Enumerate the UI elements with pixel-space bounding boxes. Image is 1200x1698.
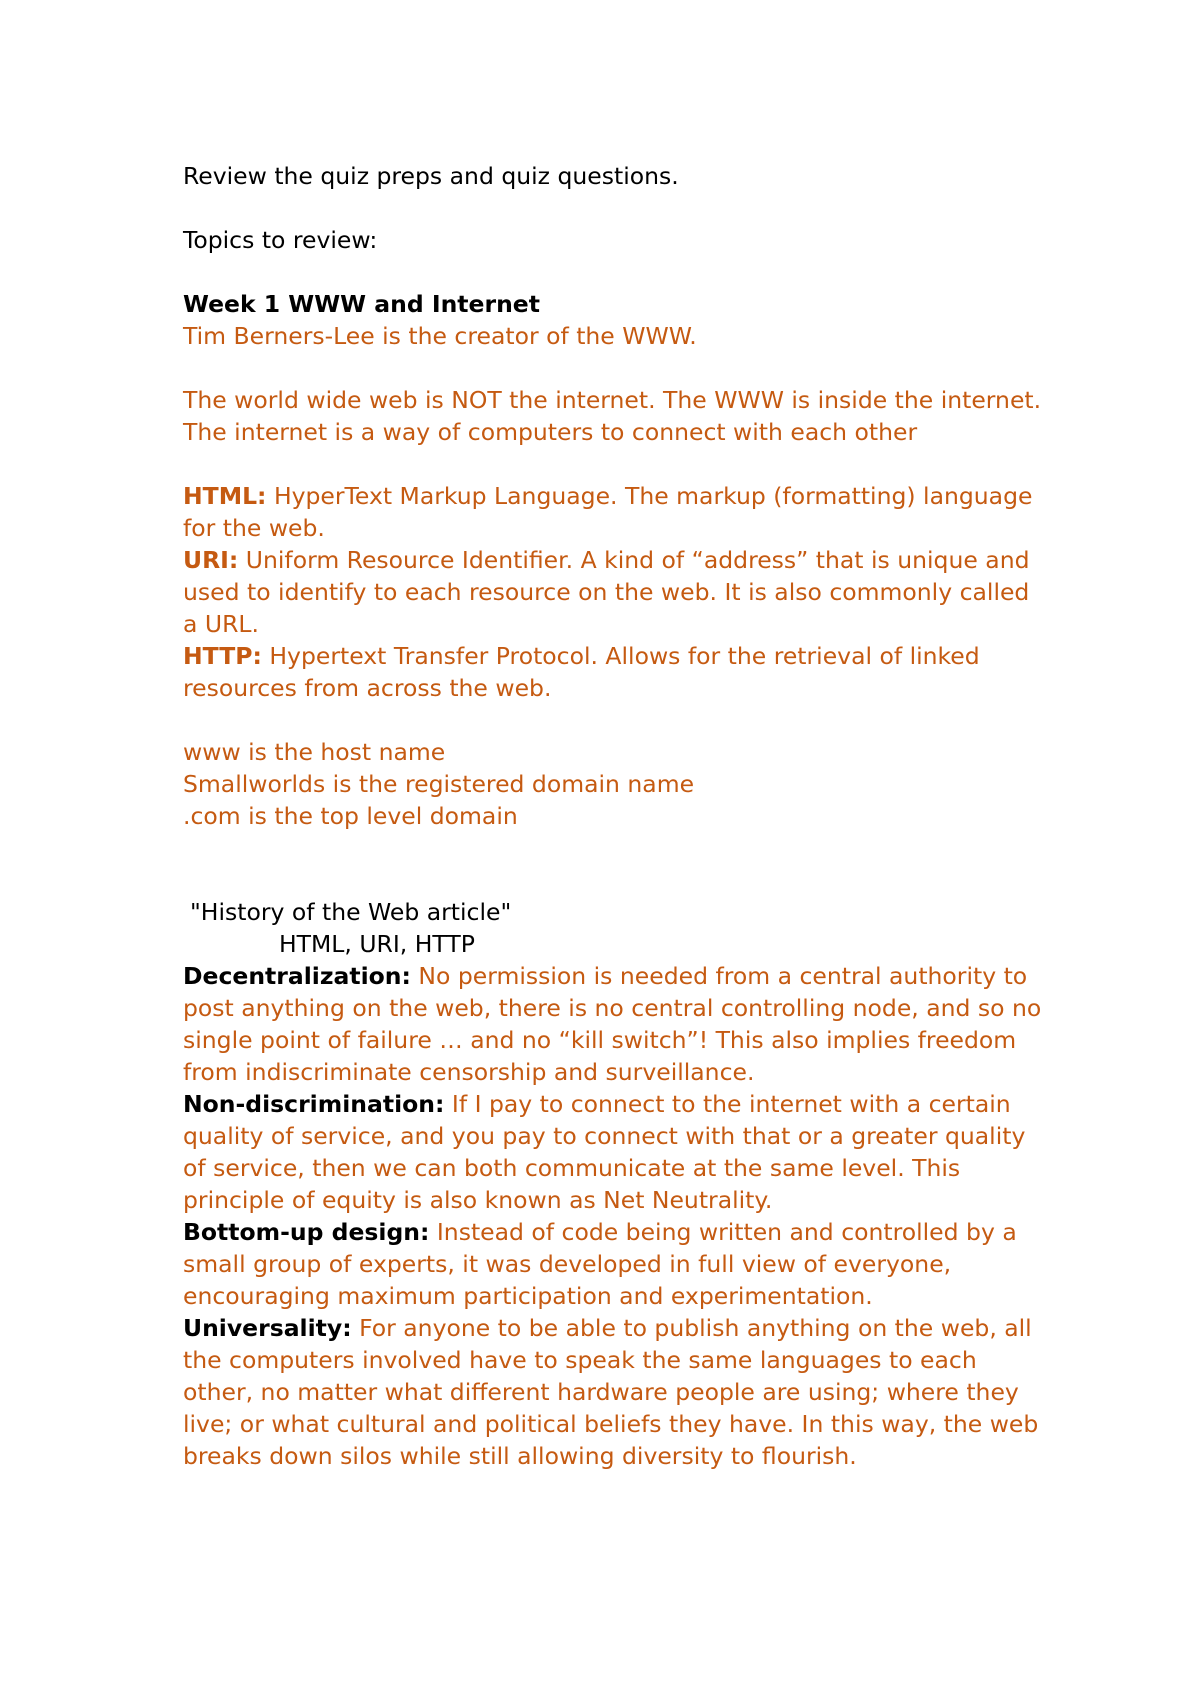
- principle-term: Universality:: [183, 1314, 352, 1342]
- definition-text: Uniform Resource Identifier. A kind of “address” that is unique and used to identify to each resource on the web. It is also commonly called a URL.: [183, 546, 1030, 638]
- article-title: "History of the Web article": [190, 898, 512, 926]
- definition-text: Hypertext Transfer Protocol. Allows for the retrieval of linked resources from across the web.: [183, 642, 980, 702]
- definition-uri: [183, 544, 1043, 640]
- principle-term: Bottom-up design:: [183, 1218, 430, 1246]
- principle-term: Non-discrimination:: [183, 1090, 445, 1118]
- principle-text: Instead of code being written and controlled by a small group of experts, it was developed in full view of everyone, encouraging maximum participation and experimentation.: [183, 1218, 1017, 1310]
- definition-html: [183, 480, 1043, 544]
- principle-term: Decentralization:: [183, 962, 411, 990]
- web-vs-internet-paragraph: The world wide web is NOT the internet. The WWW is inside the internet.: [183, 386, 1042, 414]
- internet-definition-line: The internet is a way of computers to connect with each other: [183, 418, 918, 446]
- spacer: [183, 704, 1043, 736]
- spacer: [183, 352, 1043, 384]
- article-subtitle: HTML, URI, HTTP: [279, 930, 475, 958]
- intro-line: Review the quiz preps and quiz questions.: [183, 162, 679, 190]
- week1-heading: Week 1 WWW and Internet: [183, 290, 540, 318]
- spacer: [183, 448, 1043, 480]
- principle-bottom-up-design: [183, 1216, 1043, 1312]
- principle-non-discrimination: [183, 1088, 1043, 1216]
- principle-text: For anyone to be able to publish anything on the web, all the computers involved have to speak the same languages to each other, no matter what different hardware people are using; where they live; or what cultural and political beliefs they have. In this way, the web breaks down silos while still allowing diversity to flourish.: [183, 1314, 1039, 1470]
- document-body: [183, 160, 1043, 1472]
- domain-line-tld: .com is the top level domain: [183, 802, 518, 830]
- spacer: [183, 256, 1043, 288]
- definition-term: HTML:: [183, 482, 267, 510]
- definition-term: URI:: [183, 546, 239, 574]
- definition-text: HyperText Markup Language. The markup (formatting) language for the web.: [183, 482, 1033, 542]
- creator-line: Tim Berners-Lee is the creator of the WWW.: [183, 322, 697, 350]
- domain-line-host: www is the host name: [183, 738, 446, 766]
- principle-text: If I pay to connect to the internet with a certain quality of service, and you pay to connect with that or a greater quality of service, then we can both communicate at the same level. This principle of equity is also known as Net Neutrality.: [183, 1090, 1026, 1214]
- definition-http: [183, 640, 1043, 704]
- principle-decentralization: [183, 960, 1043, 1088]
- spacer: [183, 192, 1043, 224]
- topics-line: Topics to review:: [183, 226, 378, 254]
- principle-text: No permission is needed from a central authority to post anything on the web, there is no central controlling node, and so no single point of failure … and no “kill switch”! This also implies freedom from indiscriminate censorship and surveillance.: [183, 962, 1042, 1086]
- principle-universality: [183, 1312, 1043, 1472]
- definition-term: HTTP:: [183, 642, 262, 670]
- spacer: [183, 832, 1043, 896]
- domain-line-registered: Smallworlds is the registered domain name: [183, 770, 695, 798]
